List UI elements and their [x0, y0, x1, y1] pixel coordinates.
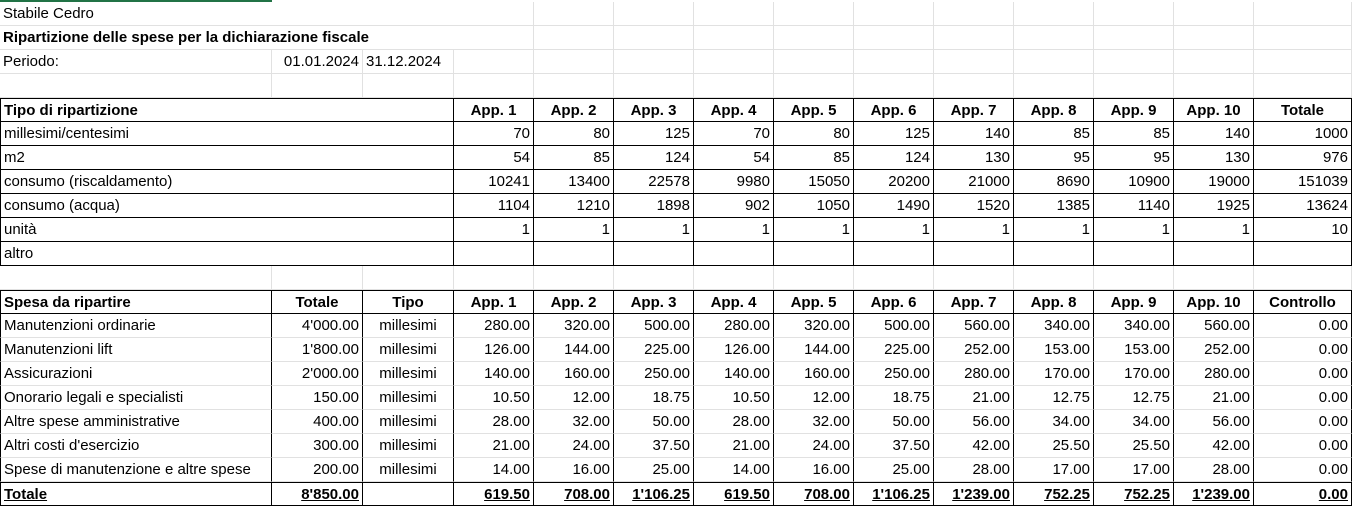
table2-row-total[interactable]: 150.00 [272, 386, 363, 410]
table2-check-cell[interactable]: 0.00 [1254, 410, 1352, 434]
table2-value-cell[interactable]: 50.00 [854, 410, 934, 434]
table1-value-cell[interactable]: 124 [854, 146, 934, 170]
empty-cell[interactable] [363, 266, 454, 290]
table1-value-cell[interactable]: 85 [1014, 122, 1094, 146]
empty-cell[interactable] [1014, 2, 1094, 26]
empty-cell[interactable] [614, 266, 694, 290]
table1-value-cell[interactable] [534, 242, 614, 266]
table2-value-cell[interactable]: 320.00 [534, 314, 614, 338]
table2-value-cell[interactable]: 170.00 [1094, 362, 1174, 386]
table2-row-type[interactable]: millesimi [363, 458, 454, 482]
table2-totals-value[interactable]: 619.50 [694, 482, 774, 506]
table2-value-cell[interactable]: 252.00 [934, 338, 1014, 362]
table1-value-cell[interactable]: 140 [934, 122, 1014, 146]
table2-value-cell[interactable]: 12.00 [534, 386, 614, 410]
table2-row-type[interactable]: millesimi [363, 338, 454, 362]
table2-value-cell[interactable]: 280.00 [934, 362, 1014, 386]
empty-cell[interactable] [934, 50, 1014, 74]
table2-row-total[interactable]: 400.00 [272, 410, 363, 434]
table2-totals-value[interactable]: 752.25 [1094, 482, 1174, 506]
table1-value-cell[interactable]: 22578 [614, 170, 694, 194]
empty-cell[interactable] [614, 2, 694, 26]
table1-header-col[interactable]: App. 1 [454, 98, 534, 122]
table2-totals-value[interactable]: 708.00 [534, 482, 614, 506]
table1-value-cell[interactable]: 1 [774, 218, 854, 242]
table2-row-type[interactable]: millesimi [363, 434, 454, 458]
table1-value-cell[interactable]: 85 [1094, 122, 1174, 146]
table1-total-cell[interactable]: 151039 [1254, 170, 1352, 194]
table2-check-cell[interactable]: 0.00 [1254, 458, 1352, 482]
table2-value-cell[interactable]: 32.00 [774, 410, 854, 434]
table2-value-cell[interactable]: 12.00 [774, 386, 854, 410]
table1-value-cell[interactable] [1014, 242, 1094, 266]
table1-value-cell[interactable]: 70 [454, 122, 534, 146]
empty-cell[interactable] [854, 74, 934, 98]
table1-value-cell[interactable]: 1 [934, 218, 1014, 242]
empty-cell[interactable] [272, 74, 363, 98]
table1-value-cell[interactable] [1174, 242, 1254, 266]
table2-value-cell[interactable]: 280.00 [694, 314, 774, 338]
table2-value-cell[interactable]: 37.50 [854, 434, 934, 458]
table2-value-cell[interactable]: 50.00 [614, 410, 694, 434]
empty-cell[interactable] [1254, 26, 1352, 50]
table2-value-cell[interactable]: 340.00 [1014, 314, 1094, 338]
table2-value-cell[interactable]: 225.00 [854, 338, 934, 362]
table2-value-cell[interactable]: 28.00 [454, 410, 534, 434]
table1-value-cell[interactable]: 1 [1174, 218, 1254, 242]
table2-value-cell[interactable]: 18.75 [614, 386, 694, 410]
empty-cell[interactable] [774, 266, 854, 290]
empty-cell[interactable] [454, 266, 534, 290]
table2-header-col[interactable]: App. 3 [614, 290, 694, 314]
table1-row-label[interactable]: unità [0, 218, 454, 242]
table1-value-cell[interactable]: 85 [774, 146, 854, 170]
empty-cell[interactable] [614, 50, 694, 74]
table2-totals-value[interactable]: 752.25 [1014, 482, 1094, 506]
table2-header-col[interactable]: App. 2 [534, 290, 614, 314]
table2-totals-value[interactable]: 619.50 [454, 482, 534, 506]
empty-cell[interactable] [694, 2, 774, 26]
table1-header-col[interactable]: App. 3 [614, 98, 694, 122]
table2-header-col[interactable]: App. 5 [774, 290, 854, 314]
table2-totals-value[interactable]: 708.00 [774, 482, 854, 506]
table1-value-cell[interactable]: 21000 [934, 170, 1014, 194]
table2-value-cell[interactable]: 500.00 [614, 314, 694, 338]
table2-value-cell[interactable]: 10.50 [694, 386, 774, 410]
table1-row-label[interactable]: consumo (riscaldamento) [0, 170, 454, 194]
table2-header-col[interactable]: Controllo [1254, 290, 1352, 314]
table1-header-col[interactable]: App. 2 [534, 98, 614, 122]
table2-value-cell[interactable]: 34.00 [1014, 410, 1094, 434]
table1-value-cell[interactable]: 8690 [1014, 170, 1094, 194]
table2-totals-value[interactable]: 1'239.00 [934, 482, 1014, 506]
table2-header-col[interactable]: App. 6 [854, 290, 934, 314]
table2-value-cell[interactable]: 280.00 [454, 314, 534, 338]
empty-cell[interactable] [1254, 266, 1352, 290]
table2-row-label[interactable]: Spese di manutenzione e altre spese [0, 458, 272, 482]
empty-cell[interactable] [0, 266, 272, 290]
empty-cell[interactable] [934, 266, 1014, 290]
table2-value-cell[interactable]: 28.00 [934, 458, 1014, 482]
period-label-cell[interactable]: Periodo: [0, 50, 272, 74]
table1-total-cell[interactable]: 976 [1254, 146, 1352, 170]
empty-cell[interactable] [614, 26, 694, 50]
empty-cell[interactable] [774, 26, 854, 50]
table2-value-cell[interactable]: 25.50 [1014, 434, 1094, 458]
table2-value-cell[interactable]: 42.00 [1174, 434, 1254, 458]
table1-value-cell[interactable]: 1490 [854, 194, 934, 218]
table1-value-cell[interactable]: 130 [934, 146, 1014, 170]
table1-total-cell[interactable]: 10 [1254, 218, 1352, 242]
table2-value-cell[interactable]: 250.00 [854, 362, 934, 386]
table2-header-col[interactable]: App. 7 [934, 290, 1014, 314]
table1-value-cell[interactable]: 13400 [534, 170, 614, 194]
empty-cell[interactable] [1094, 266, 1174, 290]
table2-header-type[interactable]: Tipo [363, 290, 454, 314]
table2-value-cell[interactable]: 252.00 [1174, 338, 1254, 362]
empty-cell[interactable] [694, 74, 774, 98]
table2-check-cell[interactable]: 0.00 [1254, 362, 1352, 386]
table2-value-cell[interactable]: 18.75 [854, 386, 934, 410]
table2-value-cell[interactable]: 14.00 [694, 458, 774, 482]
table2-value-cell[interactable]: 56.00 [1174, 410, 1254, 434]
table1-header-col[interactable]: App. 9 [1094, 98, 1174, 122]
table2-value-cell[interactable]: 250.00 [614, 362, 694, 386]
empty-cell[interactable] [1094, 26, 1174, 50]
table2-value-cell[interactable]: 25.00 [854, 458, 934, 482]
table2-row-type[interactable]: millesimi [363, 410, 454, 434]
table1-header-col[interactable]: App. 8 [1014, 98, 1094, 122]
table2-value-cell[interactable]: 16.00 [774, 458, 854, 482]
table1-value-cell[interactable]: 125 [614, 122, 694, 146]
table2-check-cell[interactable]: 0.00 [1254, 386, 1352, 410]
table2-value-cell[interactable]: 24.00 [774, 434, 854, 458]
empty-cell[interactable] [854, 266, 934, 290]
table2-value-cell[interactable]: 225.00 [614, 338, 694, 362]
table1-value-cell[interactable]: 1 [1014, 218, 1094, 242]
table2-value-cell[interactable]: 17.00 [1014, 458, 1094, 482]
table2-totals-value[interactable]: 1'239.00 [1174, 482, 1254, 506]
table1-row-label[interactable]: altro [0, 242, 454, 266]
table1-value-cell[interactable]: 1520 [934, 194, 1014, 218]
table2-value-cell[interactable]: 170.00 [1014, 362, 1094, 386]
table2-value-cell[interactable]: 160.00 [774, 362, 854, 386]
table2-row-total[interactable]: 1'800.00 [272, 338, 363, 362]
table1-value-cell[interactable]: 1 [1094, 218, 1174, 242]
table1-value-cell[interactable]: 902 [694, 194, 774, 218]
table1-value-cell[interactable] [774, 242, 854, 266]
empty-cell[interactable] [934, 26, 1014, 50]
table1-value-cell[interactable]: 54 [694, 146, 774, 170]
table2-value-cell[interactable]: 280.00 [1174, 362, 1254, 386]
empty-cell[interactable] [534, 74, 614, 98]
table2-row-type[interactable]: millesimi [363, 386, 454, 410]
table1-value-cell[interactable]: 20200 [854, 170, 934, 194]
table1-header-col[interactable]: App. 6 [854, 98, 934, 122]
table1-value-cell[interactable]: 130 [1174, 146, 1254, 170]
table2-check-cell[interactable]: 0.00 [1254, 314, 1352, 338]
empty-cell[interactable] [1014, 74, 1094, 98]
table1-header-type[interactable]: Tipo di ripartizione [0, 98, 454, 122]
table2-value-cell[interactable]: 560.00 [1174, 314, 1254, 338]
empty-cell[interactable] [454, 26, 534, 50]
table1-header-col[interactable]: App. 7 [934, 98, 1014, 122]
table2-value-cell[interactable]: 126.00 [694, 338, 774, 362]
table2-header-col[interactable]: App. 4 [694, 290, 774, 314]
empty-cell[interactable] [1254, 74, 1352, 98]
table1-value-cell[interactable] [454, 242, 534, 266]
table1-value-cell[interactable]: 80 [534, 122, 614, 146]
empty-cell[interactable] [774, 74, 854, 98]
table2-totals-total[interactable]: 8'850.00 [272, 482, 363, 506]
table1-total-cell[interactable]: 1000 [1254, 122, 1352, 146]
table2-totals-value[interactable]: 1'106.25 [854, 482, 934, 506]
empty-cell[interactable] [854, 26, 934, 50]
empty-cell[interactable] [454, 74, 534, 98]
empty-cell[interactable] [934, 74, 1014, 98]
table2-row-total[interactable]: 2'000.00 [272, 362, 363, 386]
table2-value-cell[interactable]: 21.00 [694, 434, 774, 458]
table2-header-col[interactable]: App. 10 [1174, 290, 1254, 314]
table2-value-cell[interactable]: 34.00 [1094, 410, 1174, 434]
empty-cell[interactable] [1174, 50, 1254, 74]
table2-totals-value[interactable]: 1'106.25 [614, 482, 694, 506]
table2-value-cell[interactable]: 28.00 [1174, 458, 1254, 482]
period-end-cell[interactable]: 31.12.2024 [363, 50, 454, 74]
empty-cell[interactable] [534, 266, 614, 290]
table1-value-cell[interactable]: 1 [694, 218, 774, 242]
table2-value-cell[interactable]: 42.00 [934, 434, 1014, 458]
table2-value-cell[interactable]: 14.00 [454, 458, 534, 482]
empty-cell[interactable] [1014, 50, 1094, 74]
table1-value-cell[interactable]: 1925 [1174, 194, 1254, 218]
table1-value-cell[interactable] [694, 242, 774, 266]
table1-value-cell[interactable]: 19000 [1174, 170, 1254, 194]
table2-value-cell[interactable]: 500.00 [854, 314, 934, 338]
empty-cell[interactable] [1174, 2, 1254, 26]
table2-totals-type[interactable] [363, 482, 454, 506]
table2-value-cell[interactable]: 153.00 [1014, 338, 1094, 362]
table1-value-cell[interactable]: 9980 [694, 170, 774, 194]
table2-value-cell[interactable]: 17.00 [1094, 458, 1174, 482]
table1-value-cell[interactable]: 95 [1014, 146, 1094, 170]
empty-cell[interactable] [694, 266, 774, 290]
table2-row-label[interactable]: Altre spese amministrative [0, 410, 272, 434]
table2-value-cell[interactable]: 21.00 [1174, 386, 1254, 410]
table1-value-cell[interactable]: 54 [454, 146, 534, 170]
table1-value-cell[interactable]: 1210 [534, 194, 614, 218]
empty-cell[interactable] [1254, 2, 1352, 26]
empty-cell[interactable] [1254, 50, 1352, 74]
table1-value-cell[interactable]: 1 [454, 218, 534, 242]
table2-value-cell[interactable]: 560.00 [934, 314, 1014, 338]
empty-cell[interactable] [934, 2, 1014, 26]
table2-value-cell[interactable]: 340.00 [1094, 314, 1174, 338]
table1-value-cell[interactable]: 85 [534, 146, 614, 170]
sheet-title-cell[interactable]: Ripartizione delle spese per la dichiarazione fiscale [0, 26, 460, 50]
table1-value-cell[interactable]: 70 [694, 122, 774, 146]
table2-value-cell[interactable]: 21.00 [454, 434, 534, 458]
table1-value-cell[interactable]: 1050 [774, 194, 854, 218]
table1-header-col[interactable]: Totale [1254, 98, 1352, 122]
table1-total-cell[interactable] [1254, 242, 1352, 266]
empty-cell[interactable] [363, 74, 454, 98]
table2-value-cell[interactable]: 21.00 [934, 386, 1014, 410]
table2-row-label[interactable]: Onorario legali e specialisti [0, 386, 272, 410]
table2-value-cell[interactable]: 160.00 [534, 362, 614, 386]
table2-value-cell[interactable]: 140.00 [454, 362, 534, 386]
table2-row-label[interactable]: Assicurazioni [0, 362, 272, 386]
empty-cell[interactable] [1094, 50, 1174, 74]
table1-value-cell[interactable]: 125 [854, 122, 934, 146]
table1-header-col[interactable]: App. 5 [774, 98, 854, 122]
table2-value-cell[interactable]: 140.00 [694, 362, 774, 386]
table2-header-col[interactable]: App. 1 [454, 290, 534, 314]
table1-value-cell[interactable]: 1 [614, 218, 694, 242]
table2-row-type[interactable]: millesimi [363, 314, 454, 338]
empty-cell[interactable] [454, 50, 534, 74]
empty-cell[interactable] [774, 2, 854, 26]
table1-row-label[interactable]: consumo (acqua) [0, 194, 454, 218]
empty-cell[interactable] [1014, 266, 1094, 290]
empty-cell[interactable] [1014, 26, 1094, 50]
table2-check-cell[interactable]: 0.00 [1254, 338, 1352, 362]
table1-value-cell[interactable]: 80 [774, 122, 854, 146]
table1-value-cell[interactable]: 15050 [774, 170, 854, 194]
table2-row-label[interactable]: Manutenzioni lift [0, 338, 272, 362]
table2-row-label[interactable]: Manutenzioni ordinarie [0, 314, 272, 338]
empty-cell[interactable] [1094, 74, 1174, 98]
empty-cell[interactable] [1174, 266, 1254, 290]
empty-cell[interactable] [774, 50, 854, 74]
table1-value-cell[interactable] [854, 242, 934, 266]
table1-value-cell[interactable]: 1898 [614, 194, 694, 218]
table1-value-cell[interactable]: 1 [854, 218, 934, 242]
table2-value-cell[interactable]: 37.50 [614, 434, 694, 458]
table2-value-cell[interactable]: 25.50 [1094, 434, 1174, 458]
table2-value-cell[interactable]: 10.50 [454, 386, 534, 410]
building-name-cell[interactable]: Stabile Cedro [0, 2, 460, 26]
table2-check-cell[interactable]: 0.00 [1254, 434, 1352, 458]
table1-header-col[interactable]: App. 10 [1174, 98, 1254, 122]
table1-value-cell[interactable] [1094, 242, 1174, 266]
table2-value-cell[interactable]: 56.00 [934, 410, 1014, 434]
table2-row-total[interactable]: 300.00 [272, 434, 363, 458]
table1-row-label[interactable]: m2 [0, 146, 454, 170]
table2-value-cell[interactable]: 320.00 [774, 314, 854, 338]
table2-header-expense[interactable]: Spesa da ripartire [0, 290, 272, 314]
table1-value-cell[interactable]: 1140 [1094, 194, 1174, 218]
empty-cell[interactable] [272, 266, 363, 290]
table1-value-cell[interactable]: 95 [1094, 146, 1174, 170]
empty-cell[interactable] [614, 74, 694, 98]
empty-cell[interactable] [694, 50, 774, 74]
table2-value-cell[interactable]: 16.00 [534, 458, 614, 482]
table2-value-cell[interactable]: 144.00 [774, 338, 854, 362]
empty-cell[interactable] [1174, 26, 1254, 50]
empty-cell[interactable] [854, 2, 934, 26]
table1-value-cell[interactable]: 124 [614, 146, 694, 170]
empty-cell[interactable] [534, 2, 614, 26]
table2-row-label[interactable]: Altri costi d'esercizio [0, 434, 272, 458]
empty-cell[interactable] [694, 26, 774, 50]
table2-value-cell[interactable]: 32.00 [534, 410, 614, 434]
empty-cell[interactable] [454, 2, 534, 26]
empty-cell[interactable] [1174, 74, 1254, 98]
table2-value-cell[interactable]: 126.00 [454, 338, 534, 362]
table2-value-cell[interactable]: 12.75 [1014, 386, 1094, 410]
table1-total-cell[interactable]: 13624 [1254, 194, 1352, 218]
table2-value-cell[interactable]: 28.00 [694, 410, 774, 434]
empty-cell[interactable] [534, 26, 614, 50]
table1-value-cell[interactable]: 1104 [454, 194, 534, 218]
table1-value-cell[interactable]: 1385 [1014, 194, 1094, 218]
table1-header-col[interactable]: App. 4 [694, 98, 774, 122]
table1-value-cell[interactable]: 140 [1174, 122, 1254, 146]
period-start-cell[interactable]: 01.01.2024 [272, 50, 363, 74]
table2-totals-check[interactable]: 0.00 [1254, 482, 1352, 506]
table2-totals-label[interactable]: Totale [0, 482, 272, 506]
empty-cell[interactable] [1094, 2, 1174, 26]
table1-value-cell[interactable]: 10241 [454, 170, 534, 194]
table1-value-cell[interactable]: 1 [534, 218, 614, 242]
table2-value-cell[interactable]: 12.75 [1094, 386, 1174, 410]
table2-value-cell[interactable]: 144.00 [534, 338, 614, 362]
empty-cell[interactable] [0, 74, 272, 98]
table2-header-col[interactable]: App. 8 [1014, 290, 1094, 314]
table2-header-total[interactable]: Totale [272, 290, 363, 314]
empty-cell[interactable] [854, 50, 934, 74]
table2-row-total[interactable]: 4'000.00 [272, 314, 363, 338]
table1-value-cell[interactable]: 10900 [1094, 170, 1174, 194]
empty-cell[interactable] [534, 50, 614, 74]
table1-value-cell[interactable] [934, 242, 1014, 266]
table1-value-cell[interactable] [614, 242, 694, 266]
table2-header-col[interactable]: App. 9 [1094, 290, 1174, 314]
table1-row-label[interactable]: millesimi/centesimi [0, 122, 454, 146]
table2-value-cell[interactable]: 24.00 [534, 434, 614, 458]
table2-value-cell[interactable]: 153.00 [1094, 338, 1174, 362]
table2-row-type[interactable]: millesimi [363, 362, 454, 386]
table2-value-cell[interactable]: 25.00 [614, 458, 694, 482]
table2-row-total[interactable]: 200.00 [272, 458, 363, 482]
